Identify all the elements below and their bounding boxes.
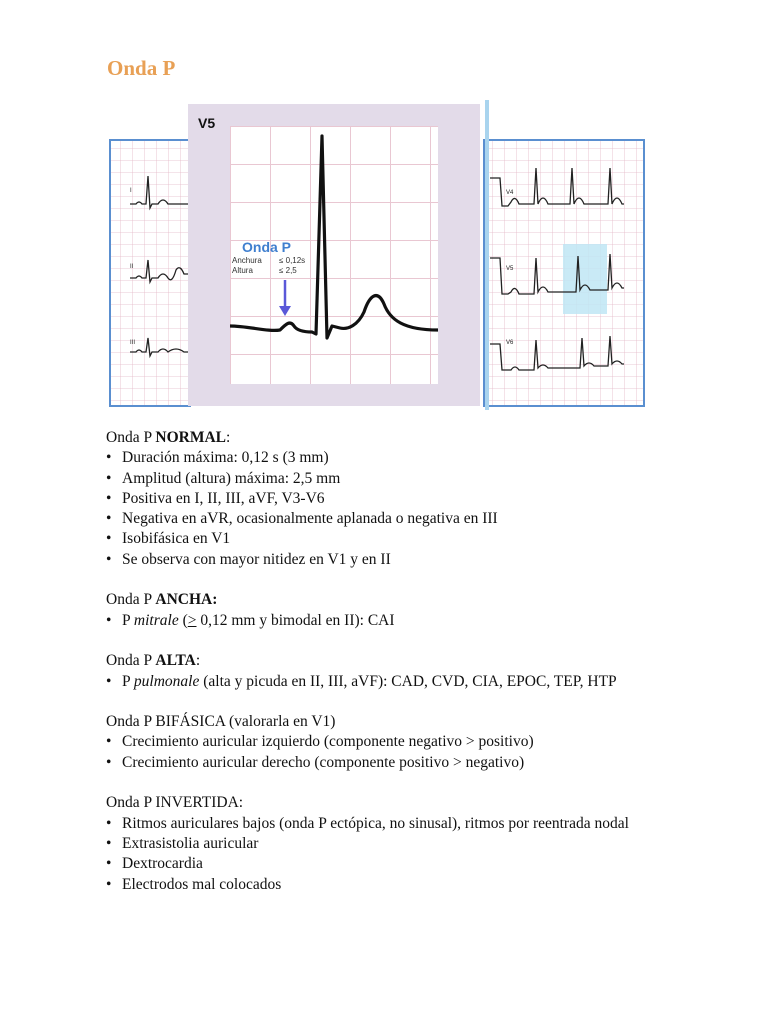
list-item: • P pulmonale (alta y picuda en II, III, aVF): CAD, CVD, CIA, EPOC, TEP, HTP xyxy=(106,672,617,690)
list-item: • Crecimiento auricular derecho (componente positivo > negativo) xyxy=(106,753,525,771)
list-item: • Duración máxima: 0,12 s (3 mm) xyxy=(106,449,329,467)
inset-lead-label: V5 xyxy=(198,115,216,131)
section-invertida-heading: Onda P INVERTIDA: xyxy=(106,794,244,812)
list-item: • Amplitud (altura) máxima: 2,5 mm xyxy=(106,469,341,487)
list-item: • Crecimiento auricular izquierdo (componente negativo > positivo) xyxy=(106,733,534,751)
width-value: ≤ 0,12s xyxy=(279,256,306,265)
height-label: Altura xyxy=(232,266,253,275)
right-lead-v6: V6 xyxy=(506,340,514,346)
list-item: • P mitrale (> 0,12 mm y bimodal en II): CAI xyxy=(106,611,395,629)
left-lead-iii: III xyxy=(130,340,136,346)
list-item: • Se observa con mayor nitidez en V1 y en II xyxy=(106,550,391,568)
page-title: Onda P xyxy=(107,56,176,80)
list-item: • Isobifásica en V1 xyxy=(106,530,231,548)
list-item: • Negativa en aVR, ocasionalmente aplanada o negativa en III xyxy=(106,510,498,528)
list-item: • Extrasistolia auricular xyxy=(106,834,259,852)
ecg-figure xyxy=(108,100,646,410)
list-item: • Dextrocardia xyxy=(106,855,203,873)
left-ecg-panel xyxy=(110,140,190,406)
highlight-box xyxy=(563,244,607,314)
right-lead-v4: V4 xyxy=(506,190,514,196)
list-item: • Electrodos mal colocados xyxy=(106,875,282,893)
section-alta-heading: Onda P ALTA: xyxy=(106,652,201,670)
inset-title: Onda P xyxy=(242,239,292,255)
left-lead-ii: II xyxy=(130,264,134,270)
section-bifasica-heading: Onda P BIFÁSICA (valorarla en V1) xyxy=(106,713,336,731)
section-ancha-heading: Onda P ANCHA: xyxy=(106,591,218,609)
right-lead-v5: V5 xyxy=(506,266,514,272)
height-value: ≤ 2,5 xyxy=(279,266,297,275)
content-text xyxy=(106,428,666,895)
list-item: • Positiva en I, II, III, aVF, V3-V6 xyxy=(106,489,325,507)
list-item: • Ritmos auriculares bajos (onda P ectópica, no sinusal), ritmos por reentrada nodal xyxy=(106,814,629,832)
section-normal-heading: Onda P NORMAL: xyxy=(106,429,231,446)
width-label: Anchura xyxy=(232,256,262,265)
left-lead-i: I xyxy=(130,188,132,194)
